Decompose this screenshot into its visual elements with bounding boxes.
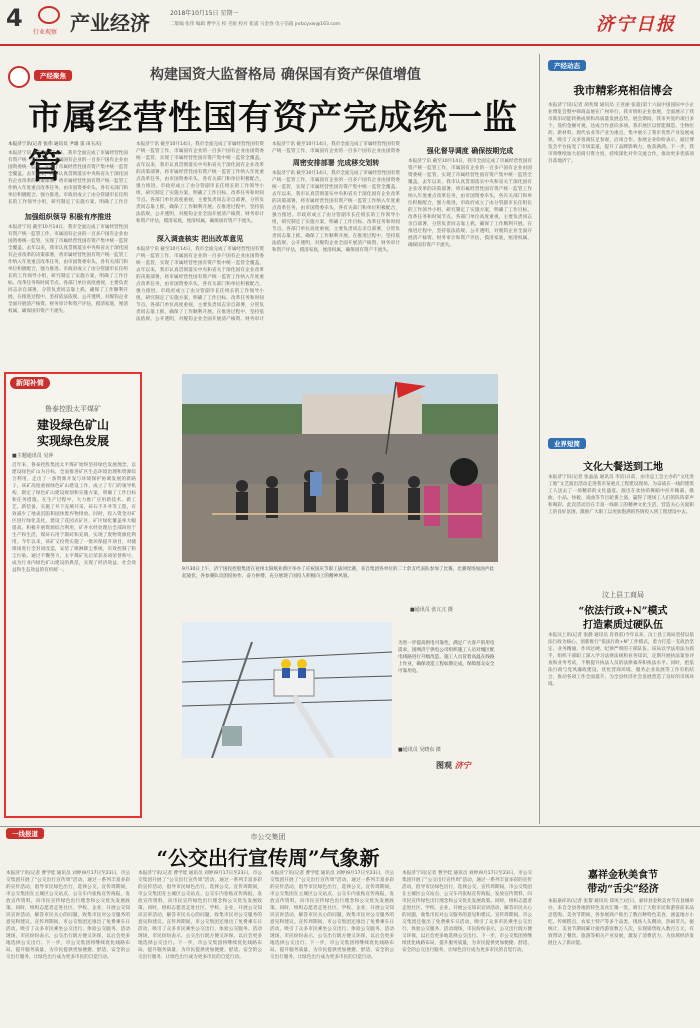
section-title: 产业经济 [70, 11, 150, 35]
lead-body-col3: 本报济宁讯 截至10月14日，我市全面完成了市属经营性国有资产统一监管工作，市属国有企业的一百多户国有企业由国资委统一监管，实现了市属经营性国有资产集中统一监管全覆盖。去年以来，我市认真贯彻落实中央和省关于深化国有企业改革的决策部署，将市属经营性国有资产统一监管工作纳入年度重点改革任务，由市国资委牵头，各有关部门和单位积极配合，强力推进。市政府成立了由分管副市长任组长的工作领导小组，研究制定了实施方案，明确了工作目标、改革任务和时间节点。各部门单位高度重视，主要负责同志亲自部署，分管负责同志靠上抓，确保了工作顺利开展。在推进过程中，坚持依法依规、公开透明，对脱钩企业全面开展清产核资、财务审计和资产评估，摸清家底，厘清权属，确保国有资产不流失。 [272, 171, 400, 253]
bottom-divider [0, 826, 700, 827]
bottom-tag: 一线报道 [6, 828, 44, 839]
tuguan-label [436, 760, 471, 771]
lead-kicker: 构建国资大监督格局 确保国有资产保值增值 [150, 67, 421, 83]
lead-subhead-1: 加强组织领导 积极有序推进 [24, 213, 112, 221]
right-low-kicker: 汶上县工商局 [602, 591, 644, 599]
bottom-headline: “公交出行宣传周”气象新 [156, 846, 380, 870]
lead-body-col3a: 本报济宁讯 截至10月14日，我市全面完成了市属经营性国有资产统一监管工作，市属国有企业的一百多户国有企业由国资委 [272, 142, 400, 154]
sidebar-byline: ■主题通讯员 吴萍 [12, 453, 54, 459]
bottom-right-headline-2: 带动“舌尖”经济 [587, 884, 659, 895]
lead-body-col2b: 本报济宁讯 截至10月14日，我市全面完成了市属经营性国有资产统一监管工作，市属国有企业的一百多户国有企业由国资委统一监管，实现了市属经营性国有资产集中统一监管全覆盖。去年以来，我市认真贯彻落实中央和省关于深化国有企业改革的决策部署，将市属经营性国有资产统一监管工作纳入年度重点改革任务，由市国资委牵头，各有关部门和单位积极配合，强力推进。市政府成立了由分管副市长任组长的工作领导小组，研究制定了实施方案，明确了工作目标、改革任务和时间节点。各部门单位高度重视，主要负责同志亲自部署，分管负责同志靠上抓，确保了工作顺利开展。在推进过程中，坚持依法依规、公开透明，对脱钩企业全面开展清产核资、财务审计 [136, 247, 264, 322]
right-mid-headline: 文化大餐送到工地 [583, 462, 663, 473]
right-low-headline-2: 打造素质过硬队伍 [583, 620, 663, 631]
power-line-caption: 为进一步提高供电可靠性，满足广大客户的用电需求，国网济宁供电公司组织施工人员对城区配电线路进行升级改造，施工人员冒着高温在线路上作业，确保改造工程如期完成，保障群众安全可靠用电。 [398, 641, 495, 674]
bottom-right-story [544, 866, 696, 1026]
tug-of-war-photo [182, 374, 498, 562]
bottom-story [0, 828, 536, 1028]
power-line-credit: ■通讯员 吴晓东 摄 [398, 747, 441, 753]
right-column-mid [544, 436, 696, 586]
tuguan-label-accent: 济宁 [454, 761, 471, 770]
bottom-body-col4: 本报济宁讯(记者 曹学娃 通讯员 刘婷)9月17日至23日，市公交集团开展了“公交出行宣传周”活动，通过一系列丰富多彩的宣传活动，倡导市民绿色出行，选择公交。宣传周期间，市公交集团在主城区公交站点、公交车内张贴宣传海报，发放宣传资料，向市民宣传绿色出行理念和公交优先发展政策。同时，组织志愿者走进社区、学校、企业，开展公交知识宣讲活动，解答市民关心的问题，收集市民对公交服务的意见和建议。宣传周期间，市公交集团还推出了免费乘车日活动，吸引了众多市民乘坐公交出行，体验公交服务。活动现场，市民纷纷表示，公交出行既方便又环保，以后会更多地选择公交出行。下一步，市公交集团将继续优化线路布局，提升服务质量，为市民提供更加便捷、舒适、安全的公交出行服务，让绿色出行成为更多市民的自觉行动。 [402, 871, 532, 953]
sidebar-headline-1: 建设绿色矿山 [36, 418, 109, 432]
right-column-low [544, 588, 696, 824]
lead-byline: 本报济宁讯(记者 张伟 通讯员 尹雄 雷 田玉庆) [8, 142, 102, 147]
sidebar-story[interactable] [4, 372, 142, 818]
lead-body-col4: 本报济宁讯 截至10月14日，我市全面完成了市属经营性国有资产统一监管工作，市属国有企业的一百多户国有企业由国资委统一监管，实现了市属经营性国有资产集中统一监管全覆盖。去年以来，我市认真贯彻落实中央和省关于深化国有企业改革的决策部署，将市属经营性国有资产统一监管工作纳入年度重点改革任务，由市国资委牵头，各有关部门和单位积极配合，强力推进。市政府成立了由分管副市长任组长的工作领导小组，研究制定了实施方案，明确了工作目标、改革任务和时间节点。各部门单位高度重视，主要负责同志亲自部署，分管负责同志靠上抓，确保了工作顺利开展。在推进过程中，坚持依法依规、公开透明，对脱钩企业全面开展清产核资、财务审计和资产评估，摸清家底，厘清权属，确保国有资产不流失。 [408, 159, 532, 248]
lead-subhead-3: 周密安排部署 完成移交划转 [292, 159, 380, 167]
bottom-body-col1: 本报济宁讯(记者 曹学娃 通讯员 刘婷)9月17日至23日，市公交集团开展了“公交出行宣传周”活动，通过一系列丰富多彩的宣传活动，倡导市民绿色出行，选择公交。宣传周期间，市公交集团在主城区公交站点、公交车内张贴宣传海报，发放宣传资料，向市民宣传绿色出行理念和公交优先发展政策。同时，组织志愿者走进社区、学校、企业，开展公交知识宣讲活动，解答市民关心的问题，收集市民对公交服务的意见和建议。宣传周期间，市公交集团还推出了免费乘车日活动，吸引了众多市民乘坐公交出行，体验公交服务。活动现场，市民纷纷表示，公交出行既方便又环保，以后会更多地选择公交出行。下一步，市公交集团将继续优化线路布局，提升服务质量，为市民提供更加便捷、舒适、安全的公交出行服务，让绿色出行成为更多市民的自觉行动。 [6, 871, 130, 960]
page-number: 4 [6, 4, 23, 32]
sidebar-tag: 新闻补简 [10, 377, 50, 389]
sidebar-headline-2: 实现绿色发展 [36, 434, 109, 448]
right-low-headline-1: “依法行政+N”模式 [578, 606, 668, 617]
right-body: 本报济宁讯(记者 胡兆瑞 通讯员 王亚丽 张超)第十六届中国国际中小企业博览会暨中韩商品展在广州举行，我市组织企业参展，全面展示了我市新旧动能转换成果和高质量发展态势。展会期间，我市共签约项目多个，签约金额可观，达成合作意向多项。我市展区以智能制造、生物医药、新材料、现代农业等产业为重点，集中展示了我市优势产业发展成果，吸引了众多客商驻足参观、洽谈合作。参展企业纷纷表示，通过博览会平台拓宽了市场渠道，提升了品牌影响力，收获满满。下一步，我市将继续加大招商引资力度，持续深化对外交流合作，推动更多优质项目落地济宁。 [548, 103, 694, 164]
lead-tag: 产经聚焦 [34, 70, 72, 81]
right-mid-tag: 业界短简 [548, 438, 586, 449]
bottom-body-col3: 本报济宁讯(记者 曹学娃 通讯员 刘婷)9月17日至23日，市公交集团开展了“公交出行宣传周”活动，通过一系列丰富多彩的宣传活动，倡导市民绿色出行，选择公交。宣传周期间，市公交集团在主城区公交站点、公交车内张贴宣传海报，发放宣传资料，向市民宣传绿色出行理念和公交优先发展政策。同时，组织志愿者走进社区、学校、企业，开展公交知识宣讲活动，解答市民关心的问题，收集市民对公交服务的意见和建议。宣传周期间，市公交集团还推出了免费乘车日活动，吸引了众多市民乘坐公交出行，体验公交服务。活动现场，市民纷纷表示，公交出行既方便又环保，以后会更多地选择公交出行。下一步，市公交集团将继续优化线路布局，提升服务质量，为市民提供更加便捷、舒适、安全的公交出行服务，让绿色出行成为更多市民的自觉行动。 [270, 871, 394, 960]
lead-subhead-2: 深入调查核实 把出改革意见 [156, 235, 244, 243]
right-headline: 我市精彩亮相信博会 [573, 84, 673, 97]
tug-of-war-illustration [182, 374, 498, 562]
lead-tag-icon [8, 66, 30, 88]
editors-line: 二版编 张伟 编辑 曹学玉 校 毛锐 校对 崔浦 马金春 电子信箱 jnrbcyxw@163.com [170, 22, 341, 27]
bottom-kicker: 市公交集团 [250, 833, 286, 841]
section-logo-icon [38, 6, 60, 24]
bottom-right-headline-1: 嘉祥金秋美食节 [588, 870, 658, 881]
issue-date: 2018年10月15日 星期一 [170, 10, 239, 17]
sidebar-body: 近年来，鲁泰控股集团太平煤矿始终坚持绿色发展理念，以建设绿色矿山为目标，全面推进矿区生态环境治理和资源综合利用，走出了一条资源开发与环境保护协调发展的新路子。该矿高度重视绿色矿山建设工作，成立了专门的领导机构，制定了绿色矿山建设规划和实施方案，明确了工作目标和任务措施。在生产过程中，大力推广应用新技术、新工艺、新装备，实施了井下充填开采、矸石不升井等工程，有效减少了地表沉陷和固体废弃物排放。同时，投入资金对矿区进行绿化美化，建设了花园式矿区，矿区绿化覆盖率大幅提高。积极开展资源综合利用，矿井水经处理后全部回用于生产和生活，煤矸石用于制砖和充填，实现了废物资源化利用。今年以来，该矿又投资实施了一批环保提升项目，对储煤场进行全封闭改造，安装了喷淋降尘系统，有效控制了粉尘污染。通过不懈努力，太平煤矿先后荣获多项荣誉称号，成为行业内绿色矿山建设的典范，实现了经济效益、社会效益和生态效益的有机统一。 [12, 463, 136, 573]
lead-body-col1b: 本报济宁讯 截至10月14日，我市全面完成了市属经营性国有资产统一监管工作，市属国有企业的一百多户国有企业由国资委统一监管，实现了市属经营性国有资产集中统一监管全覆盖。去年以来，我市认真贯彻落实中央和省关于深化国有企业改革的决策部署，将市属经营性国有资产统一监管工作纳入年度重点改革任务，由市国资委牵头，各有关部门和单位积极配合，强力推进。市政府成立了由分管副市长任组长的工作领导小组，研究制定了实施方案，明确了工作目标、改革任务和时间节点。各部门单位高度重视，主要负责同志亲自部署，分管负责同志靠上抓，确保了工作顺利开展。在推进过程中，坚持依法依规、公开透明，对脱钩企业全面开展清产核资、财务审计和资产评估，摸清家底，厘清权属，确保国有资产不流失。 [8, 225, 128, 314]
page-header [0, 0, 700, 44]
section-label: 行业观察 [33, 29, 58, 36]
sidebar-kicker: 鲁泰控股太平煤矿 [45, 405, 101, 413]
right-mid-body: 本报济宁讯(记者 张晶晶 通讯员 李洁)日前，由市总工会主办的“文化进工地”文艺演出活动走进我市某重点工程建设现场，为奋战在一线的建筑工人送去了一场精彩的文化盛宴。演出在欢快的舞蹈中拉开帷幕，歌曲、小品、快板、戏曲等节目轮番上演，赢得了现场工人们的阵阵掌声和喝彩。此次活动旨在丰富一线职工的精神文化生活，营造关心关爱职工的良好氛围，激励广大职工以更加饱满的热情投入到工程建设中去。 [548, 475, 694, 515]
lead-body-col2: 本报济宁讯 截至10月14日，我市全面完成了市属经营性国有资产统一监管工作，市属国有企业的一百多户国有企业由国资委统一监管，实现了市属经营性国有资产集中统一监管全覆盖。去年以来，我市认真贯彻落实中央和省关于深化国有企业改革的决策部署，将市属经营性国有资产统一监管工作纳入年度重点改革任务，由市国资委牵头，各有关部门和单位积极配合，强力推进。市政府成立了由分管副市长任组长的工作领导小组，研究制定了实施方案，明确了工作目标、改革任务和时间节点。各部门单位高度重视，主要负责同志亲自部署，分管负责同志靠上抓，确保了工作顺利开展。在推进过程中，坚持依法依规、公开透明，对脱钩企业全面开展清产核资、财务审计和资产评估，摸清家底，厘清权属，确保国有资产不流失。 [136, 142, 264, 224]
lead-headline: 市属经营性国有资产完成统一监管 [28, 98, 518, 187]
bottom-body-col2: 本报济宁讯(记者 曹学娃 通讯员 刘婷)9月17日至23日，市公交集团开展了“公交出行宣传周”活动，通过一系列丰富多彩的宣传活动，倡导市民绿色出行，选择公交。宣传周期间，市公交集团在主城区公交站点、公交车内张贴宣传海报，发放宣传资料，向市民宣传绿色出行理念和公交优先发展政策。同时，组织志愿者走进社区、学校、企业，开展公交知识宣讲活动，解答市民关心的问题，收集市民对公交服务的意见和建议。宣传周期间，市公交集团还推出了免费乘车日活动，吸引了众多市民乘坐公交出行，体验公交服务。活动现场，市民纷纷表示，公交出行既方便又环保，以后会更多地选择公交出行。下一步，市公交集团将继续优化线路布局，提升服务质量，为市民提供更加便捷、舒适、安全的公交出行服务，让绿色出行成为更多市民的自觉行动。 [138, 871, 262, 960]
masthead: 济宁日报 [596, 14, 676, 35]
power-line-photo [182, 622, 392, 758]
lead-story [0, 46, 536, 366]
right-column-top [544, 54, 696, 434]
tug-of-war-caption: 9月30日上午，济宁国投控股集团在兖州太阳纸业新区举办了庆祝国庆节职工拔河比赛，来自集团各单位的二十余支代表队参加了比赛。比赛现场加油声此起彼伏，各参赛队员团结协作、奋力拼搏，充分展现了国投人积极向上的精神风貌。 [182, 567, 494, 579]
tuguan-label-main: 图观 [436, 761, 452, 770]
right-tag: 产经动态 [548, 60, 586, 71]
power-line-illustration [182, 622, 392, 758]
tug-of-war-credit: ■通讯员 张亢亢 摄 [410, 607, 453, 613]
lead-body-col1: 本报济宁讯 截至10月14日，我市全面完成了市属经营性国有资产统一监管工作，市属国有企业的一百多户国有企业由国资委统一监管，实现了市属经营性国有资产集中统一监管全覆盖。去年以来，我市认真贯彻落实中央和省关于深化国有企业改革的决策部署，将市属经营性国有资产统一监管工作纳入年度重点改革任务，由市国资委牵头，各有关部门和单位积极配合，强力推进。市政府成立了由分管副市长任组长的工作领导小组，研究制定了实施方案，明确了工作目 [8, 151, 128, 205]
column-divider [539, 54, 540, 824]
right-low-body: 本报汶上讯(记者 张静 通讯员 肖春雷)今年以来，汶上县工商局坚持以依法行政为核心，创新推行“依法行政+N”工作模式，着力打造一支政治坚定、业务精通、作风过硬、纪律严明的干部队伍。该局以学法用法为抓手，组织干部职工深入学习法律法规和业务知识，定期开展执法案卷评查和业务考试，不断提升执法人员的法律素养和执法水平。同时，把依法行政与党风廉政建设、优化营商环境、服务企业发展等工作有机结合，推动各项工作全面提升，为全县经济社会发展营造了良好的市场环境。 [548, 633, 694, 687]
lead-subhead-4: 强化督导调度 确保按期完成 [426, 147, 514, 155]
bottom-right-body: 本报嘉祥讯(记者 张黎 通讯员 郑凤兰)近日，嘉祥县金秋美食节在县城举办，来自全县各地的特色美食汇聚一堂，吸引了大批市民和游客前来品尝选购。美食节期间，各参展商户推出了数百种特色美食，涵盖地方小吃、传统糕点、农家土特产等多个品类，现场人头攒动，热闹非凡。据统计，美食节期间累计接待游客数万人次，实现销售收入数百万元，有效带动了餐饮、旅游等相关产业发展，激发了消费活力，为县域经济发展注入了新动能。 [548, 899, 694, 946]
